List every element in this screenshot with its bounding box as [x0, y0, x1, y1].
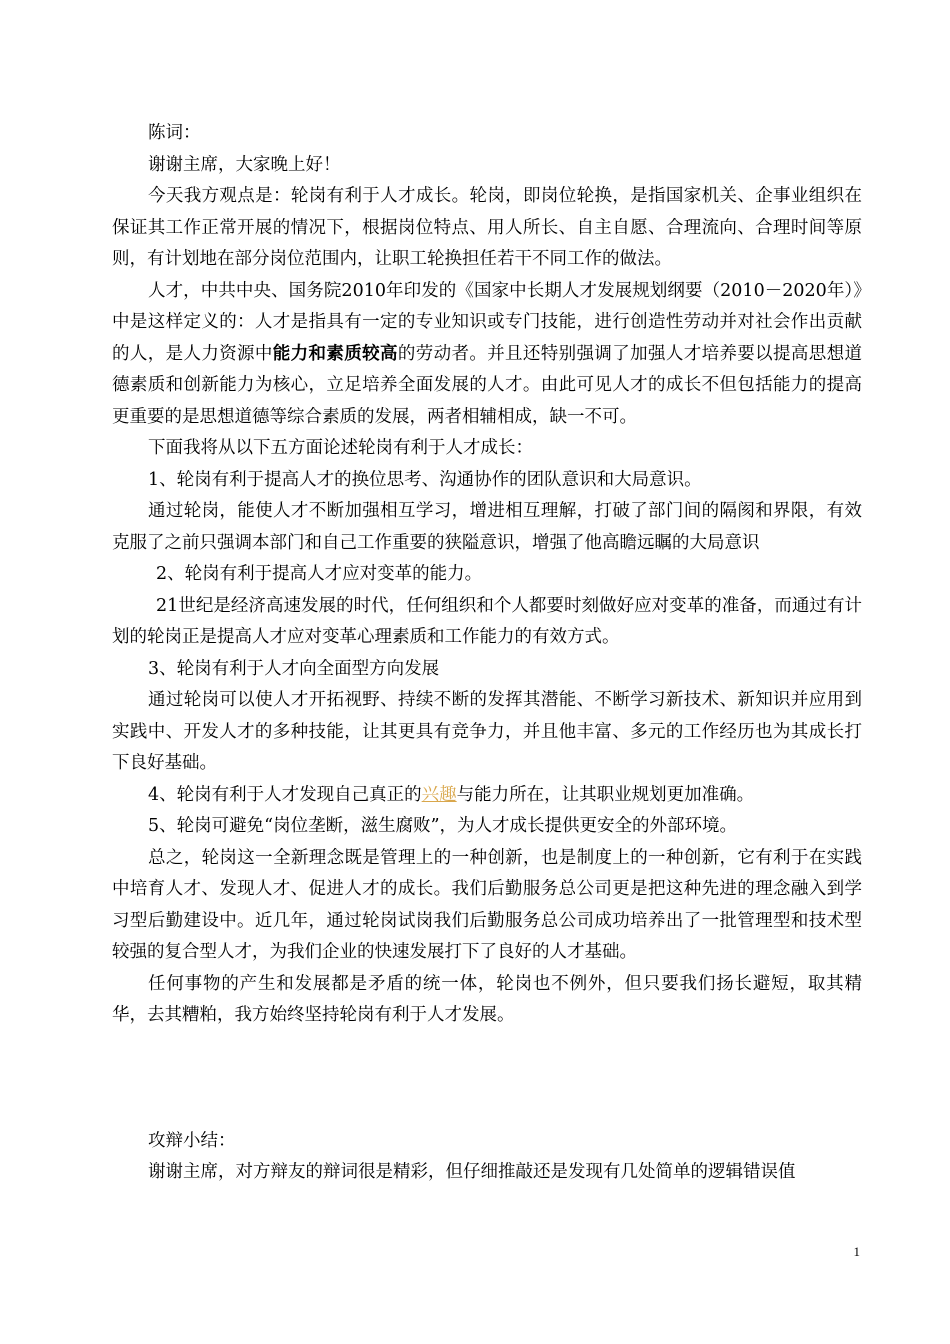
point-2-title: 2、轮岗有利于提高人才应对变革的能力。	[156, 564, 483, 584]
talent-text-before: 人才，中共中央、国务院2010年印发的《国家中长期人才发展规划纲要（2010－2020年）》中是这样定义的：人才是指具有一定的专业知识或专门技能，进行创造性劳动并对社会作出贡献的人，是人力资源中	[112, 280, 862, 364]
point-4-title	[112, 780, 862, 812]
section-heading-cross-exam-summary: 攻辩小结：	[148, 1130, 236, 1151]
greeting-paragraph: 谢谢主席，大家晚上好！	[148, 154, 341, 175]
document-body	[112, 118, 862, 1189]
section-spacer	[112, 1032, 862, 1126]
point-5-title: 5、轮岗可避免“岗位垄断，滋生腐败”，为人才成长提供更安全的外部环境。	[148, 816, 738, 836]
talent-text-after: 的劳动者。并且还特别强调了加强人才培养要以提高思想道德素质和创新能力为核心，立足培养全面发展的人才。由此可见人才的成长不但包括能力的提高更重要的是思想道德等综合素质的发展，两者相辅相成，缺一不可。	[112, 343, 863, 427]
conclusion-paragraph: 任何事物的产生和发展都是矛盾的统一体，轮岗也不例外，但只要我们扬长避短，取其精华，去其糟粕，我方始终坚持轮岗有利于人才发展。	[112, 973, 862, 1025]
talent-bold-phrase: 能力和素质较高	[272, 343, 398, 364]
talent-definition-paragraph	[112, 276, 862, 434]
point-4-text-after: 与能力所在，让其职业规划更加准确。	[456, 784, 755, 805]
point-2-body: 21世纪是经济高速发展的时代，任何组织和个人都要时刻做好应对变革的准备，而通过有计划的轮岗正是提高人才应对变革心理素质和工作能力的有效方式。	[112, 595, 862, 647]
page-number: 1	[853, 1244, 860, 1259]
point-3-title: 3、轮岗有利于人才向全面型方向发展	[148, 658, 440, 679]
summary-paragraph: 总之，轮岗这一全新理念既是管理上的一种创新，也是制度上的一种创新，它有利于在实践中培育人才、发现人才、促进人才的成长。我们后勤服务总公司更是把这种先进的理念融入到学习型后勤建设中。近几年，通过轮岗试岗我们后勤服务总公司成功培养出了一批管理型和技术型较强的复合型人才，为我们企业的快速发展打下了良好的人才基础。	[112, 847, 862, 962]
point-3-body: 通过轮岗可以使人才开拓视野、持续不断的发挥其潜能、不断学习新技术、新知识并应用到实践中、开发人才的多种技能，让其更具有竞争力，并且他丰富、多元的工作经历也为其成长打下良好基础。	[112, 690, 862, 773]
point-1-body: 通过轮岗，能使人才不断加强相互学习，增进相互理解，打破了部门间的隔阂和界限，有效克服了之前只强调本部门和自己工作重要的狭隘意识，增强了他高瞻远瞩的大局意识	[112, 501, 862, 553]
interest-link[interactable]: 兴趣	[421, 784, 457, 805]
definition-paragraph: 今天我方观点是：轮岗有利于人才成长。轮岗，即岗位轮换，是指国家机关、企事业组织在保证其工作正常开展的情况下，根据岗位特点、用人所长、自主自愿、合理流向、合理时间等原则，有计划地在部分岗位范围内，让职工轮换担任若干不同工作的做法。	[112, 186, 862, 269]
points-intro-paragraph: 下面我将从以下五方面论述轮岗有利于人才成长：	[148, 438, 533, 458]
point-4-text-before: 4、轮岗有利于人才发现自己真正的	[148, 784, 422, 805]
point-1-title: 1、轮岗有利于提高人才的换位思考、沟通协作的团队意识和大局意识。	[148, 469, 702, 490]
section-heading-statement: 陈词：	[148, 123, 201, 143]
cross-exam-summary-paragraph: 谢谢主席，对方辩友的辩词很是精彩，但仔细推敲还是发现有几处简单的逻辑错误值	[148, 1162, 796, 1182]
